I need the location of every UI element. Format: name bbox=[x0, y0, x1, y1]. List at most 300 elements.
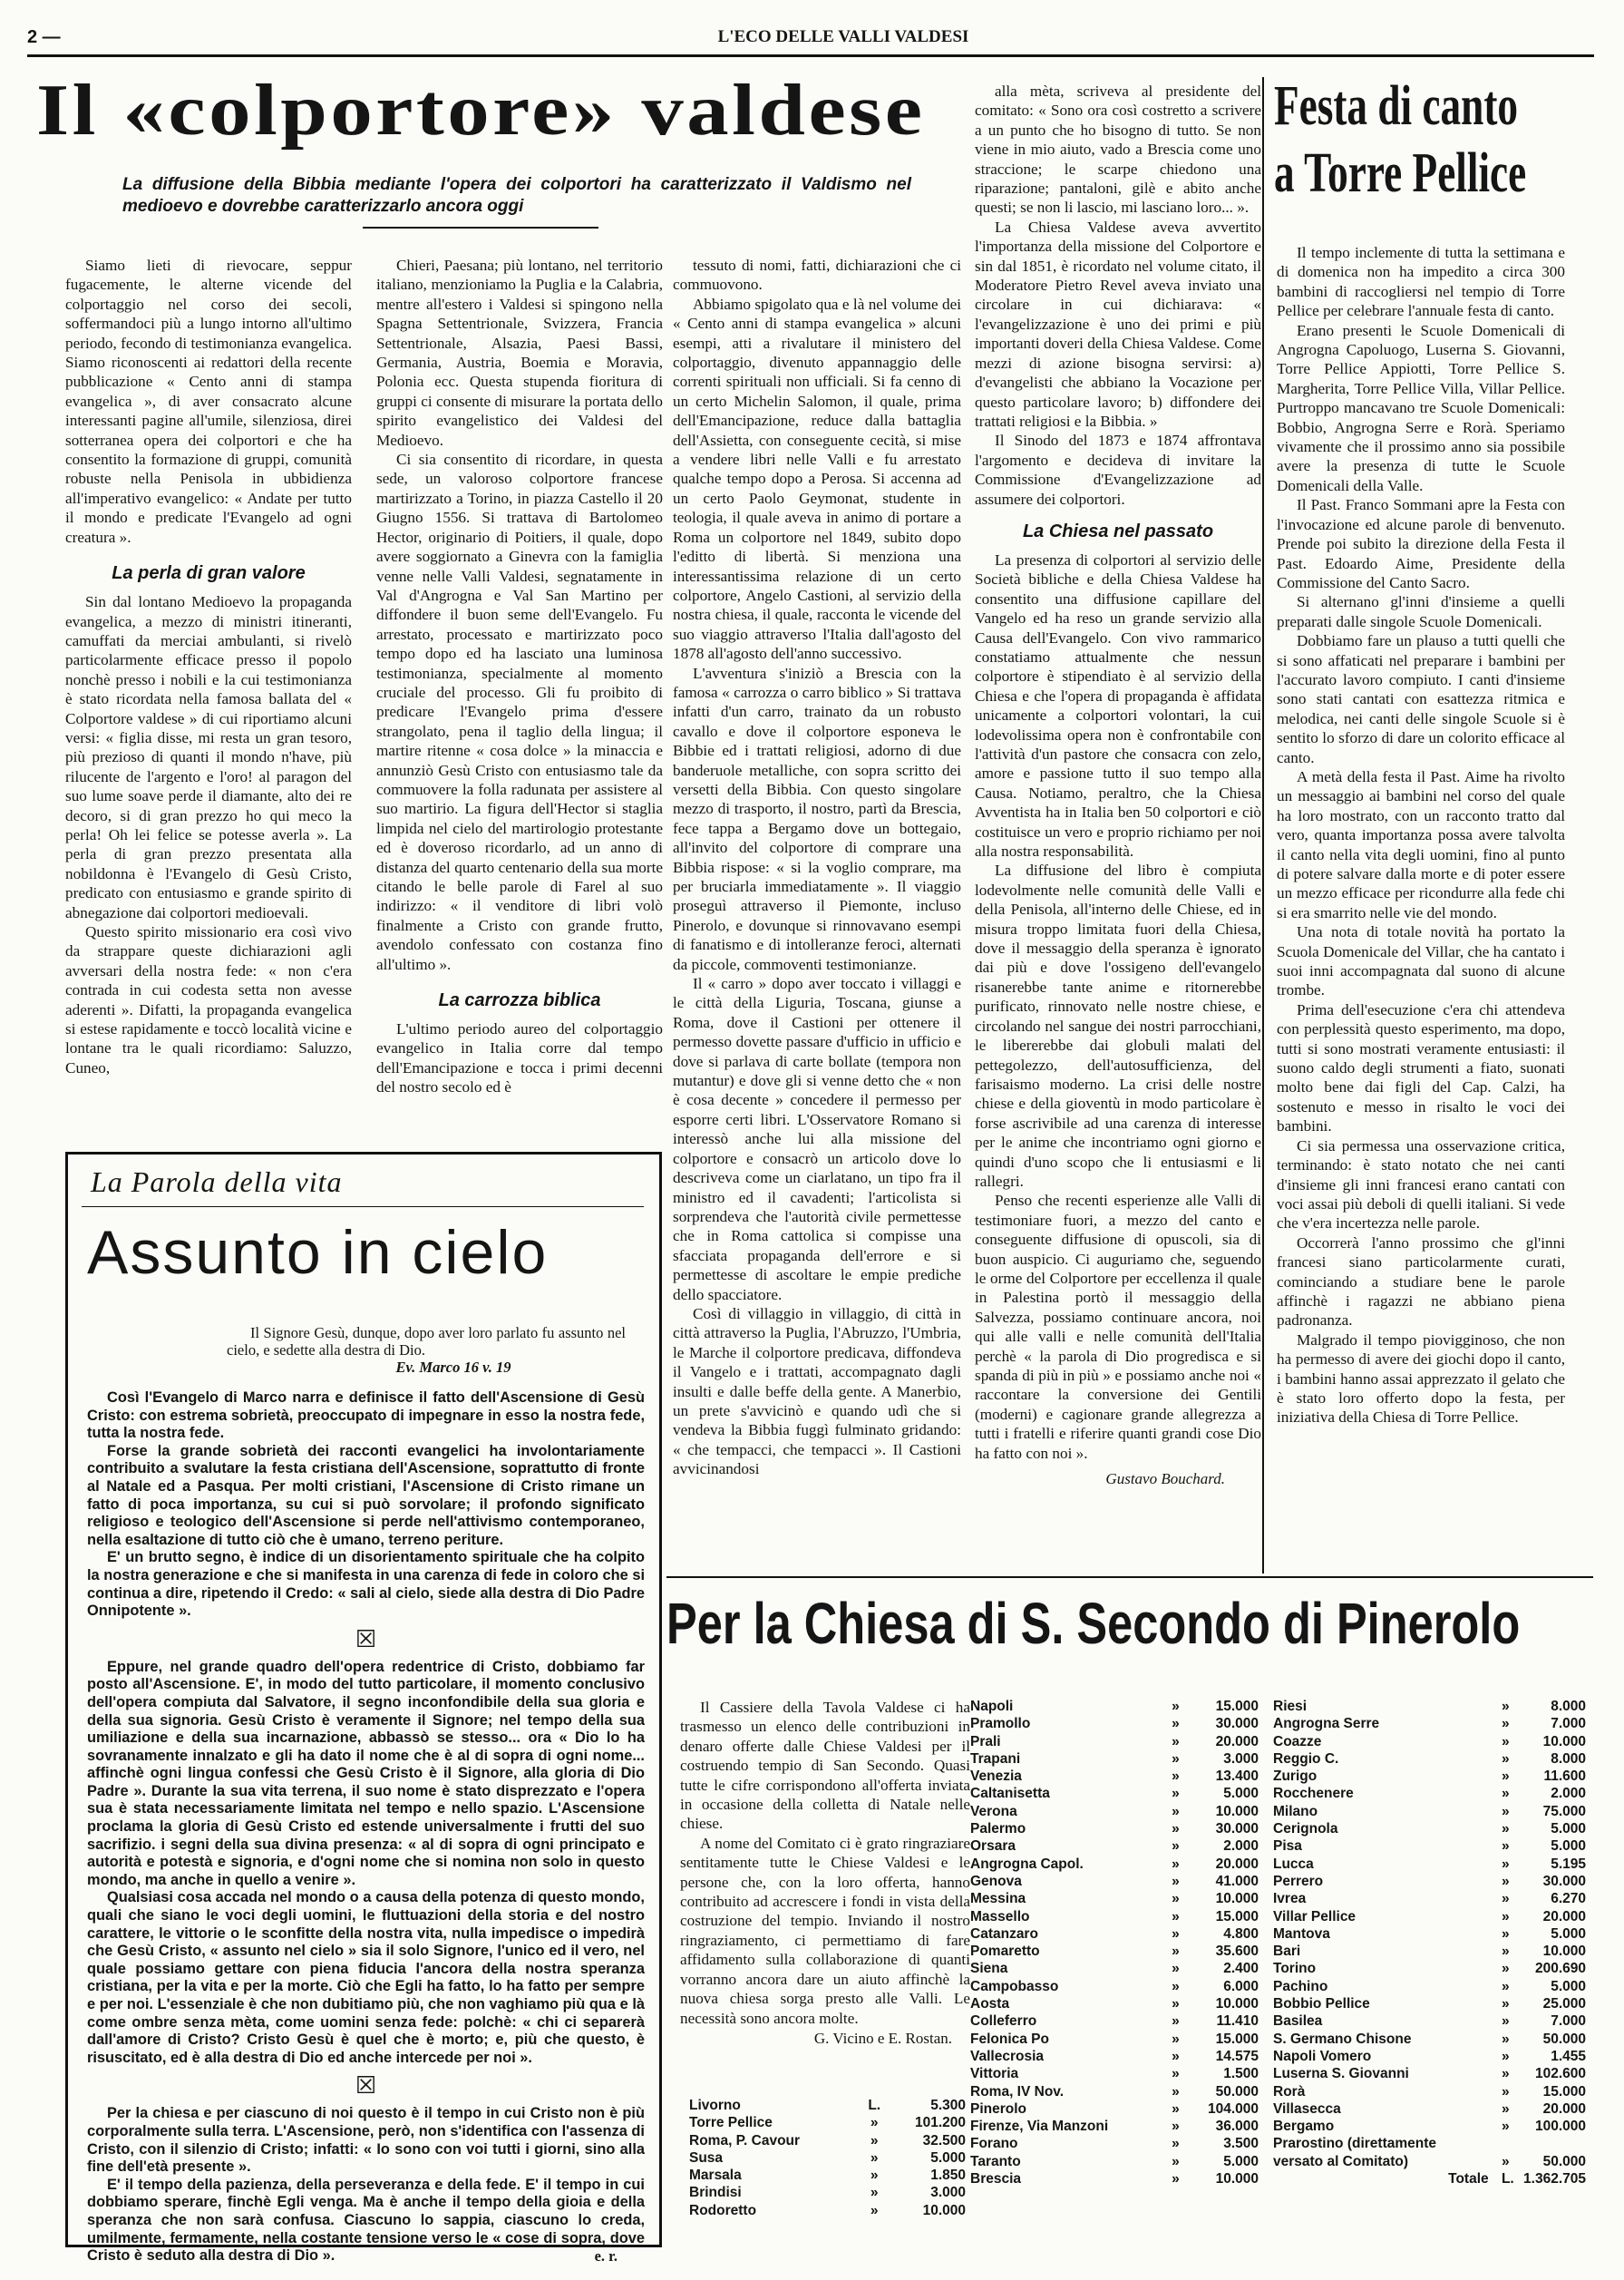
donation-row bbox=[1273, 1750, 1586, 1768]
donation-row bbox=[970, 1733, 1259, 1750]
article-paragraph: La Chiesa Valdese aveva avvertito l'importanza della missione del Colportore e sin dal 1851, è ricordato nel volume citato, il Moderatore Pietro Revel aveva inviato una circolare in cui dichiarava: « l'evangelizzazione è uno dei primi e più importanti doveri della Chiesa Valdese. Come mezzi di azione bisogna servirsi: a) d'evangelisti che abbiano la Vocazione per questo particolare lavoro; b) diffondere dei trattati religiosi e la Bibbia. » bbox=[975, 218, 1261, 430]
donation-mark: » bbox=[870, 2132, 879, 2148]
article-paragraph: Siamo lieti di rievocare, seppur fugacemente, le alterne vicende del colportaggio nel corso dei secoli, soffermandoci più a lungo intorno all'ultimo periodo, fecondo di testimonianza evangelica. Siamo riconoscenti ai redattori della recente pubblicazione « Cento anni di stampa evangelica », di aver consacrato alcune interessanti pagine all'umile, silenziosa, direi sotterranea opera dei colportori e che ha consentito la formazione di gruppi, comunità robuste nella Penisola in ubbidienza all'imperativo evangelico: « Andate per tutto il mondo e predicate l'Evangelo ad ogni creatura ». bbox=[65, 257, 352, 546]
donation-name: Cerignola bbox=[1273, 1821, 1338, 1837]
donation-row bbox=[970, 2048, 1259, 2065]
article-paragraph: L'avventura s'iniziò a Brescia con la famosa « carrozza o carro biblico » Si trattava infatti d'un carro, trainato da un robusto cavallo e dove il colportore esponeva le Bibbie ed i trattati religiosi, adorno di due banderuole metalliche, con sopra scritto dei versetti della Bibbia. Con questo singolare mezzo di trasporto, il nostro, partì da Brescia, fece tappa a Bergamo dove un bottegaio, all'invito del colportore di comprare una Bibbia rispose: « si la voglio comprare, ma per bruciarla immediatamente ». Il viaggio proseguì attraverso il Piemonte, incluso Pinerolo, e dovunque si rinnovavano esempi di fanatismo e di intolleranze feroci, alternati da piccole, commoventi testimonianze. bbox=[673, 664, 961, 973]
donation-amount: 7.000 bbox=[1551, 2013, 1586, 2030]
donation-amount: 10.000 bbox=[1542, 1944, 1586, 1960]
donation-row bbox=[689, 2149, 966, 2167]
parola-kicker: La Parola della vita bbox=[91, 1165, 343, 1198]
parola-paragraph: Forse la grande sobrietà dei racconti evangelici ha involontariamente contribuito a svalutare la festa cristiana dell'Ascensione, soprattutto di fronte al Natale ed a Pasqua. Per molti cristiani, l'Ascensione di Cristo rimane un fatto di poca importanza, su cui si può sorvolare; il profondo significato religioso e teologico dell'Ascensione si perde nell'attivismo contemporaneo, nella esaltazione di tutto ciò che è umano, terreno periture. bbox=[87, 1442, 645, 1548]
article-paragraph: Penso che recenti esperienze alle Valli di testimoniare fuori, a mezzo del canto e conseguente diffusione di opuscoli, sia di buon auspicio. Ci auguriamo che, seguendo le orme del Colportore per eccellenza il quale in Palestina portò il messaggio della Salvezza, possiamo continuare ancora, noi qui alle valli e nelle comunità dell'Italia perchè « la parola di Dio progredisca e si spanda di più in più » e possiamo anche noi « raccontare la conversione dei Gentili (moderni) e cagionare grande allegrezza a tutti i fratelli e riferire quanti grandi cose Dio ha fatto con noi ». bbox=[975, 1192, 1261, 1462]
donation-amount: 1.455 bbox=[1551, 2048, 1586, 2064]
article-paragraph: Ci sia consentito di ricordare, in questa sede, un valoroso colportore francese martirizzato a Torino, in piazza Castello il 20 Giugno 1556. Si trattava di Bartolomeo Hector, originario di Poitiers, il quale, dopo avere soggiornato a Ginevra con la famiglia venne nelle Valli Valdesi, segnatamente in Val d'Angrogna e Val San Martino per diffondere il buon seme dell'Evangelo. Fu arrestato, processato e martirizzato poco tempo dopo ed ha lasciato una luminosa testimonianza, specialmente al momento cruciale del processo. Gli fu proibito di predicare l'Evangelo prima d'essere strangolato, pena il taglio della lingua; il martire ritenne « cosa dolce » la minaccia e annunziò Gesù Cristo con entusiasmo tale da commuovere la folla radunata per assistere al suo martirio. La figura dell'Hector si staglia limpida nel cielo del martirologio protestante ed è doveroso ricordarlo, ad un anno di distanza del quarto centenario della sua morte citando le belle parole di Farel al suo indirizzo: « il venditore di libri volò finalmente a Cristo con grande frutto, avendolo confessato con costanza fino all'ultimo ». bbox=[376, 451, 663, 973]
donation-amount: 25.000 bbox=[1542, 1996, 1586, 2012]
donation-mark: » bbox=[1501, 1821, 1510, 1837]
donation-amount: 2.400 bbox=[1223, 1961, 1259, 1977]
donation-amount: 1.500 bbox=[1223, 2066, 1259, 2082]
donation-row bbox=[970, 1960, 1259, 1977]
donation-name: Pinerolo bbox=[970, 2100, 1027, 2117]
donation-row bbox=[1273, 1785, 1586, 1802]
donation-amount: 36.000 bbox=[1215, 2119, 1259, 2135]
donations-col-2 bbox=[970, 1698, 1259, 2187]
donation-row bbox=[970, 2012, 1259, 2030]
donation-amount: 8.000 bbox=[1551, 1699, 1586, 1714]
donation-amount: 6.000 bbox=[1223, 1978, 1259, 1994]
festa-paragraph: Dobbiamo fare un plauso a tutti quelli che si sono affaticati nel preparare i bambini per l'accurato lavoro compiuto. I canti d'insieme sono stati cantati con esattezza ritmica e melodica, nei canti delle singole Scuole si è sentito lo sforzo di dare un colorito efficace al canto. bbox=[1277, 632, 1565, 766]
donation-mark: » bbox=[870, 2202, 879, 2218]
donation-amount: 15.000 bbox=[1542, 2083, 1586, 2100]
donation-name: Colleferro bbox=[970, 2013, 1037, 2030]
main-article-title: Il «colportore» valdese bbox=[36, 71, 926, 151]
donation-name: Luserna S. Giovanni bbox=[1273, 2066, 1409, 2082]
donation-mark: » bbox=[1501, 1961, 1510, 1977]
donation-row bbox=[1273, 2031, 1586, 2048]
donation-mark: » bbox=[1172, 1786, 1180, 1802]
subhead-carrozza: La carrozza biblica bbox=[438, 990, 601, 1011]
donation-name: Susa bbox=[689, 2149, 724, 2166]
donation-row bbox=[1273, 1978, 1586, 1995]
donation-amount: 6.270 bbox=[1551, 1891, 1586, 1907]
donation-amount: 2.000 bbox=[1223, 1838, 1259, 1855]
donation-name: Aosta bbox=[970, 1996, 1010, 2012]
main-article-subtitle: La diffusione della Bibbia mediante l'opera dei colportori ha caratterizzato il Valdismo nel medioevo e dovrebbe caratterizzarlo ancora oggi bbox=[122, 175, 911, 216]
donation-amount: 75.000 bbox=[1542, 1803, 1586, 1819]
festa-paragraph: Occorrerà l'anno prossimo che gl'inni francesi siano particolarmente curati, cominciando a studiare bene le parole affinchè i ragazzi ne abbiano piena padronanza. bbox=[1277, 1233, 1565, 1330]
donation-row bbox=[1273, 1995, 1586, 2012]
festa-vertical-rule bbox=[1262, 77, 1264, 1574]
article-paragraph: Sin dal lontano Medioevo la propaganda evangelica, a mezzo di ministri itineranti, camuffati da merciai ambulanti, si rivelò particolarmente efficace presso il popolo nonchè presso i nobili e la cui testimonianza è stato ricordata nella famosa ballata del « Colportore valdese » di cui riportiamo alcuni versi: « figlia disse, mi resta un gran tesoro, più prezioso di quanti il mondo n'have, più rilucente de l'argento e l'oro! al paragon del suo lume soave perde il diamante, alto dei re decoro, si di gran prezzo ho qui meco la perla! Oh lei felice se potesse averla ». La perla di gran prezzo presentata alla nobildonna è l'Evangelo di Gesù Cristo, predicato con entusiasmo e grande spirito di abnegazione dai colportori medioevali. bbox=[65, 593, 352, 921]
donation-mark: » bbox=[1172, 1996, 1180, 2012]
festa-paragraph: Malgrado il tempo piovigginoso, che non ha permesso di avere dei giochi dopo il canto, i bambini hanno assai apprezzato il gelato che è stato loro offerto dopo la festa, per iniziativa della Chiesa di Torre Pellice. bbox=[1277, 1330, 1565, 1427]
donation-name: Reggio C. bbox=[1273, 1750, 1339, 1767]
main-col-1 bbox=[65, 256, 352, 1163]
donation-amount: 3.000 bbox=[930, 2185, 966, 2201]
donation-amount: 5.000 bbox=[930, 2149, 966, 2166]
donation-mark: » bbox=[1501, 1786, 1510, 1802]
donation-mark: » bbox=[1172, 1978, 1180, 1994]
donation-name: Bobbio Pellice bbox=[1273, 1996, 1370, 2012]
donation-row bbox=[970, 1978, 1259, 1995]
donation-amount: 30.000 bbox=[1542, 1873, 1586, 1889]
donation-amount: 5.000 bbox=[1551, 1838, 1586, 1855]
donation-row bbox=[1273, 1698, 1586, 1715]
donation-mark: » bbox=[1172, 1873, 1180, 1889]
donation-name: Perrero bbox=[1273, 1873, 1324, 1889]
donation-row bbox=[1273, 2048, 1586, 2065]
donation-row bbox=[970, 1715, 1259, 1732]
donation-name: Milano bbox=[1273, 1803, 1318, 1819]
donation-mark: » bbox=[1172, 1838, 1180, 1855]
donation-amount: 10.000 bbox=[1215, 1803, 1259, 1819]
donation-amount: 10.000 bbox=[922, 2202, 966, 2218]
donation-mark: » bbox=[1501, 1699, 1510, 1714]
donation-amount: 32.500 bbox=[922, 2132, 966, 2148]
donation-amount: 35.600 bbox=[1215, 1944, 1259, 1960]
page-number: 2 — bbox=[27, 27, 61, 47]
donation-amount: 8.000 bbox=[1551, 1750, 1586, 1767]
donation-name: Roma, P. Cavour bbox=[689, 2132, 801, 2148]
donation-name: Palermo bbox=[970, 1821, 1026, 1837]
donation-amount: 20.000 bbox=[1542, 2100, 1586, 2117]
donation-amount: 50.000 bbox=[1542, 2153, 1586, 2169]
donation-row bbox=[689, 2132, 966, 2149]
donation-name: Riesi bbox=[1273, 1699, 1308, 1714]
donation-row bbox=[970, 1908, 1259, 1925]
donation-row bbox=[970, 1943, 1259, 1960]
donation-mark: » bbox=[1172, 1908, 1180, 1924]
donation-row bbox=[970, 2083, 1259, 2100]
donation-name: Brescia bbox=[970, 2171, 1022, 2187]
donation-name: Bergamo bbox=[1273, 2119, 1335, 2135]
donation-mark: » bbox=[870, 2149, 879, 2166]
donation-name: Caltanisetta bbox=[970, 1786, 1050, 1802]
donation-amount: 5.000 bbox=[1551, 1925, 1586, 1942]
main-col-4 bbox=[975, 82, 1261, 1569]
donation-row bbox=[1273, 1943, 1586, 1960]
donation-mark: » bbox=[870, 2168, 879, 2184]
festa-paragraph: Il tempo inclemente di tutta la settimana e di domenica non ha impedito a circa 300 bambini di raccogliersi nel tempio di Torre Pellice per celebrare l'annuale festa di canto. bbox=[1277, 244, 1565, 320]
festa-paragraph: Prima dell'esecuzione c'era chi attendeva con perplessità questo esperimento, ma dopo, tutti si sono mostrati veramente entusiasti: il suono caldo degli strumenti a fiato, suonati molto bene dai figli del Cap. Calzi, ha sostenuto e messo in risalto le voci dei bambini. bbox=[1277, 1000, 1565, 1135]
donation-amount: 102.600 bbox=[1534, 2066, 1586, 2082]
donation-name: Genova bbox=[970, 1873, 1022, 1889]
donation-amount: 104.000 bbox=[1207, 2100, 1259, 2117]
parola-signature: e. r. bbox=[594, 2246, 618, 2265]
donation-row bbox=[689, 2097, 966, 2114]
donation-mark: » bbox=[1501, 1803, 1510, 1819]
donation-row bbox=[1273, 1925, 1586, 1943]
donation-mark: » bbox=[1172, 2013, 1180, 2030]
donation-name: Zurigo bbox=[1273, 1768, 1318, 1785]
festa-paragraph: A metà della festa il Past. Aime ha rivolto un messaggio ai bambini nel corso del quale ha loro mostrato, con un racconto tratto dal vero, quanta importanza possa avere talvolta il canto nella vita degli uomini, fino al punto di potere salvare dalla morte e di poter essere un mezzo efficace per ricondurre alla fede chi si era smarrito nelle vie del mondo. bbox=[1277, 767, 1565, 921]
donation-mark: » bbox=[1172, 1856, 1180, 1872]
donation-row bbox=[970, 2153, 1259, 2170]
donation-mark: » bbox=[1501, 1944, 1510, 1960]
cross-ornament-icon: ☒ bbox=[355, 2072, 377, 2100]
donation-name: Prarostino (direttamente bbox=[1273, 2136, 1437, 2152]
article-paragraph: L'ultimo periodo aureo del colportaggio evangelico in Italia corre dal tempo dell'Emancipazione e tocca i primi decenni del nostro secolo ed è bbox=[376, 1020, 663, 1096]
donation-name: S. Germano Chisone bbox=[1273, 2031, 1412, 2047]
donation-name: Mantova bbox=[1273, 1925, 1330, 1942]
donation-name: Trapani bbox=[970, 1750, 1021, 1767]
festa-paragraph: Una nota di totale novità ha portato la Scuola Domenicale del Villar, che ha cantato i suoi inni accompagnata dal suono di alcune trombe. bbox=[1277, 923, 1565, 999]
donation-mark: » bbox=[1501, 1925, 1510, 1942]
donation-amount: 10.000 bbox=[1215, 2171, 1259, 2187]
article-paragraph: Il « carro » dopo aver toccato i villaggi e le città della Liguria, Toscana, giunse a Roma, dove il Castioni per ottenere il permesso dovette passare d'ufficio in ufficio e dove si parlava di carte bollate (tempora non mutantur) e dove gli si venne detto che « non è cosa decente » concedere il permesso per esporre certi libri. L'Osservatore Romano si interessò anche lui alla missione del colportore e consacrò un articolo dove lo descriveva come un ciarlatano, un tipo fra il ministro ed il cavadenti; l'articolista si sorprendeva che l'autorità civile permettesse che in Roma cattolica si compisse una sfacciata propaganda dell'errore e si permettesse di ascoltare le empie prediche dello spacciatore. bbox=[673, 975, 961, 1303]
donation-amount: 200.690 bbox=[1534, 1961, 1586, 1977]
donations-col-3 bbox=[1273, 1698, 1586, 2188]
donation-name: Lucca bbox=[1273, 1856, 1314, 1872]
donation-row bbox=[689, 2184, 966, 2201]
donation-name: Massello bbox=[970, 1908, 1030, 1924]
donation-mark: » bbox=[1172, 1716, 1180, 1732]
donation-amount: 5.000 bbox=[1551, 1821, 1586, 1837]
donation-amount: 5.000 bbox=[1223, 2153, 1259, 2169]
donation-name: Marsala bbox=[689, 2168, 742, 2184]
donation-row bbox=[1273, 1873, 1586, 1890]
donation-row bbox=[1273, 1960, 1586, 1977]
donation-row bbox=[970, 2135, 1259, 2152]
donation-amount: 101.200 bbox=[914, 2115, 966, 2131]
donation-name: Taranto bbox=[970, 2153, 1021, 2169]
secondo-paragraph: A nome del Comitato ci è grato ringraziare sentitamente tutte le Chiese Valdesi e le persone che, con la loro offerta, hanno contribuito ad accrescere i fondi in vista della costruzione del tempio. Inviando il nostro ringraziamento, ci permettiamo di fare affidamento sulla collaborazione di quanti vorranno ancora dare un aiuto affinchè la nuova chiesa sorga presto alle Valli. Le necessità sono ancora molte. bbox=[680, 1834, 970, 2027]
donation-amount: 10.000 bbox=[1215, 1891, 1259, 1907]
donation-mark: » bbox=[1172, 2119, 1180, 2135]
donation-mark: » bbox=[1172, 1925, 1180, 1942]
parola-paragraph: Qualsiasi cosa accada nel mondo o a causa della potenza di questo mondo, quali che siano le voci degli uomini, le fluttuazioni della storia e del nostro carattere, le vittorie o le sconfitte della nostra vita, nulla impedisce o impedirà che Gesù Cristo, « assunto nel cielo » sia il solo Signore, l'unico ed il vero, nel quale possiamo gettare con piena fiducia l'ancora della nostra speranza cristiana, per la vita e per la morte. Ciò che Egli ha fatto, lo ha fatto per sempre e per noi. L'essenziale è che non dubitiamo più, che non vaghiamo più qua e là come ombre senza mèta, come uomini senza fede: polchè: « chi ci separerà dall'amore di Cristo? Cristo Gesù è quel che è morto; e, più che questo, è risuscitato, ed è alla destra di Dio ed anche intercede per noi ». bbox=[87, 1889, 645, 2066]
donation-amount: 50.000 bbox=[1215, 2083, 1259, 2100]
donation-row bbox=[970, 1890, 1259, 1907]
donation-mark: » bbox=[1501, 2119, 1510, 2135]
donation-amount: 5.000 bbox=[1551, 1978, 1586, 1994]
donation-mark: » bbox=[1501, 2153, 1510, 2169]
donation-row bbox=[1273, 1908, 1586, 1925]
donation-mark: » bbox=[1501, 1891, 1510, 1907]
parola-paragraph: Eppure, nel grande quadro dell'opera redentrice di Cristo, dobbiamo far posto all'Ascensione. E', in modo del tutto particolare, il momento conclusivo dell'opera compiuta dal Salvatore, il segno inconfondibile della sua gloria e della sua signoria. Gesù Cristo è veramente il Signore; nel tempo della sua umiliazione e della sua incarnazione, abbassò se stesso... ora « Dio lo ha sovranamente innalzato e gli ha dato il nome che è al di sopra di ogni nome... affinchè ogni lingua confessi che Gesù Cristo è il Signore, alla gloria di Dio Padre ». Durante la sua vita terrena, il suo nome è stato disprezzato e l'opera sua è stata necessariamente limitata nel tempo e nello spazio. L'Ascensione proclama la gloria di Gesù Cristo ed estende universalmente i frutti del suo sacrifizio. i segni della sua divina presenza: « al di sopra di ogni principato e autorità e potestà e signoria, e d'ogni nome che si nomina non solo in questo mondo, ma anche in quello a venire ». bbox=[87, 1658, 645, 1888]
donation-name: Rocchenere bbox=[1273, 1786, 1354, 1802]
donation-name: Pachino bbox=[1273, 1978, 1328, 1994]
donation-row bbox=[970, 2170, 1259, 2187]
donation-mark: » bbox=[1172, 1803, 1180, 1819]
article-paragraph: Così di villaggio in villaggio, di città in città attraverso la Puglia, l'Abruzzo, l'Umbria, le Marche il colportore predicava, diffondeva il Vangelo e i trattati, accompagnato dagli insulti e dalle beffe della gente. A Manerbio, un prete s'avvicinò e quando udì che si vendeva la Bibbia fuggì fulminato gridando: « che tempacci, che tempacci ». Il Castioni avvicinandosi bbox=[673, 1304, 961, 1478]
article-paragraph: tessuto di nomi, fatti, dichiarazioni che ci commuovono. bbox=[673, 257, 961, 294]
donation-amount: 10.000 bbox=[1542, 1733, 1586, 1749]
donation-name: Campobasso bbox=[970, 1978, 1059, 1994]
article-paragraph: alla mèta, scriveva al presidente del comitato: « Sono ora così costretto a scrivere a un punto che ho bisogno di tutto. Se non viene in mio aiuto, vado a Brescia come uno straccione; le scarpe chiedono una riparazione; pantaloni, gilè e abito anche questi; se non li lascio, mi lasciano loro... ». bbox=[975, 83, 1261, 217]
donation-row bbox=[970, 1698, 1259, 1715]
donation-mark: » bbox=[1501, 1768, 1510, 1785]
donation-name: Venezia bbox=[970, 1768, 1022, 1785]
subhead-chiesa: La Chiesa nel passato bbox=[1022, 521, 1214, 541]
donation-mark: » bbox=[1501, 1750, 1510, 1767]
donation-amount: 15.000 bbox=[1215, 1699, 1259, 1714]
donation-row bbox=[1273, 1715, 1586, 1732]
donation-mark: » bbox=[1501, 1838, 1510, 1855]
donation-name: Rorà bbox=[1273, 2083, 1306, 2100]
donation-mark: » bbox=[1172, 2048, 1180, 2064]
parola-paragraph: Così l'Evangelo di Marco narra e definisce il fatto dell'Ascensione di Gesù Cristo: con estrema sobrietà, preoccupato di impegnare in esso la nostra fede, tutta la nostra fede. bbox=[87, 1389, 645, 1442]
festa-title: Festa di canto a Torre Pellice bbox=[1274, 75, 1527, 204]
donation-name: Prali bbox=[970, 1733, 1001, 1749]
donation-mark: » bbox=[1501, 1716, 1510, 1732]
donation-amount: 20.000 bbox=[1215, 1856, 1259, 1872]
parola-paragraph: E' il tempo della pazienza, della perseveranza e della fede. E' il tempo in cui dobbiamo sperare, finchè Egli venga. Ma è anche il tempo della gioia e della speranza che non sarà confusa. Ciascuno lo sappia, ciascuno lo creda, umilmente, fermamente, nella costante tensione verso le « cose di sopra, dove Cristo è seduto alla destra di Dio ». bbox=[87, 2176, 645, 2265]
donation-row bbox=[970, 1837, 1259, 1855]
donation-amount: 11.410 bbox=[1216, 2013, 1259, 2030]
donation-mark: » bbox=[1501, 1996, 1510, 2012]
donation-name: Rodoretto bbox=[689, 2202, 757, 2218]
donation-amount: 20.000 bbox=[1215, 1733, 1259, 1749]
donation-mark bbox=[1493, 2135, 1517, 2152]
donation-mark: » bbox=[1172, 1961, 1180, 1977]
festa-paragraph: Erano presenti le Scuole Domenicali di Angrogna Capoluogo, Luserna S. Giovanni, Torre Pellice Appiotti, Torre Pellice S. Margherita, Torre Pellice Villa, Villar Pellice. Purtroppo mancavano tre Scuole Domenicali: Bobbio, Angrogna Serre e Rorà. Speriamo vivamente che il prossimo anno sia possibile avere la presenza di tutte le Scuole Domenicali della Valle. bbox=[1277, 321, 1565, 494]
donations-total: Totale L. 1.362.705 bbox=[1448, 2171, 1586, 2187]
donation-row bbox=[1273, 1890, 1586, 1907]
donation-row bbox=[1273, 2135, 1586, 2152]
donation-amount: 5.195 bbox=[1551, 1856, 1586, 1872]
secondo-title: Per la Chiesa di S. Secondo di Pinerolo bbox=[666, 1591, 1521, 1656]
donation-row bbox=[1273, 2100, 1586, 2118]
donation-mark: » bbox=[1172, 2171, 1180, 2187]
donation-mark: » bbox=[1172, 2083, 1180, 2100]
donation-amount: 3.000 bbox=[1223, 1750, 1259, 1767]
donation-name: versato al Comitato) bbox=[1273, 2153, 1409, 2169]
donation-name: Napoli bbox=[970, 1699, 1014, 1714]
donation-mark: » bbox=[1501, 2100, 1510, 2117]
secondo-top-rule bbox=[666, 1576, 1593, 1578]
donation-name: Livorno bbox=[689, 2098, 741, 2113]
article-paragraph: Questo spirito missionario era così vivo da strappare queste dichiarazioni agli avversari della nostra fede: « non c'era contrada in cui codesta setta non avesse aderenti ». Difatti, la propaganda evangelica si estese rapidamente e toccò località vicine e lontane tra le quali ricordiamo: Saluzzo, Cuneo, bbox=[65, 923, 352, 1077]
donation-amount: 4.800 bbox=[1223, 1925, 1259, 1942]
donation-row bbox=[970, 1820, 1259, 1837]
main-col-2 bbox=[376, 256, 663, 1163]
donation-name: Verona bbox=[970, 1803, 1017, 1819]
donation-amount: 15.000 bbox=[1215, 2031, 1259, 2047]
donation-name: Orsara bbox=[970, 1838, 1016, 1855]
donation-amount: 41.000 bbox=[1215, 1873, 1259, 1889]
festa-paragraph: Si alternano gl'inni d'insieme a quelli preparati dalle singole Scuole Domenicali. bbox=[1277, 593, 1565, 630]
donation-name: Vallecrosia bbox=[970, 2048, 1045, 2064]
parola-epigraph: Il Signore Gesù, dunque, dopo aver loro parlato fu assunto nel cielo, e sedette alla destra di Dio. Ev. Marco 16 v. 19 bbox=[227, 1324, 626, 1376]
donation-name: Catanzaro bbox=[970, 1925, 1038, 1942]
donation-amount: 30.000 bbox=[1215, 1821, 1259, 1837]
donation-amount bbox=[1517, 2135, 1586, 2152]
donation-amount: 5.000 bbox=[1223, 1786, 1259, 1802]
donation-amount: 10.000 bbox=[1215, 1996, 1259, 2012]
signature-bouchard: Gustavo Bouchard. bbox=[1105, 1470, 1225, 1488]
donation-row bbox=[970, 1925, 1259, 1943]
donation-mark: » bbox=[1172, 2031, 1180, 2047]
donation-name: Villasecca bbox=[1273, 2100, 1341, 2117]
article-paragraph: Abbiamo spigolato qua e là nel volume dei « Cento anni di stampa evangelica » alcuni esempi, atti a rivalutare il ministero del colportaggio, divenuto appannaggio delle correnti spirituali non ufficiali. Si fa cenno di un certo Michelin Salomon, il quale, prima dell'Emancipazione, reduce dalla battaglia dell'Assietta, con conseguente cecità, si mise a vendere libri nelle Valli e fu arrestato qualche tempo dopo a Perosa. Si accenna ad un certo Paolo Geymonat, studente in teologia, il quale aveva in animo di portare a Roma un colportore nel 1849, subito dopo l'editto di libertà. Si menziona una interessantissima relazione di un certo colportore, Angelo Castioni, al servizio della nostra chiesa, il quale, racconta le vicende del suo viaggio attraverso l'Italia dall'agosto del 1878 all'agosto dell'anno successivo. bbox=[673, 295, 961, 663]
donation-mark: » bbox=[1501, 1873, 1510, 1889]
donation-row bbox=[1273, 1803, 1586, 1820]
donation-amount: 15.000 bbox=[1215, 1908, 1259, 1924]
donation-row bbox=[1273, 2012, 1586, 2030]
donation-mark: » bbox=[1172, 1733, 1180, 1749]
festa-paragraph: Il Past. Franco Sommani apre la Festa con l'invocazione ed alcune parole di benvenuto. Prende poi subito la direzione della Festa il Past. Edoardo Aime, Presidente della Commissione del Canto Sacro. bbox=[1277, 496, 1565, 591]
donation-row bbox=[689, 2167, 966, 2184]
article-paragraph: Chieri, Paesana; più lontano, nel territorio italiano, menzioniamo la Puglia e la Calabria, mentre all'estero i Valdesi si spingono nella Spagna Settentrionale, Svizzera, Francia Settentrionale, Alsazia, Paesi Bassi, Germania, Austria, Boemia e Moravia, Polonia ecc. Questa stupenda fioritura di gruppi ci consente di misurare la portata dello spirito evangelistico dei Valdesi del Medioevo. bbox=[376, 257, 663, 449]
donation-amount: 100.000 bbox=[1534, 2119, 1586, 2135]
parola-body bbox=[87, 1389, 645, 2265]
donation-name: Coazze bbox=[1273, 1733, 1322, 1749]
parola-paragraph: E' un brutto segno, è indice di un disorientamento spirituale che ha colpito la nostra generazione e che si manifesta in una carenza di fede in coloro che si continua a dire, ripetendo il Credo: « sali al cielo, siede alla destra di Dio Padre Onnipotente ». bbox=[87, 1549, 645, 1620]
donation-name: Messina bbox=[970, 1891, 1026, 1907]
subhead-perla: La perla di gran valore bbox=[112, 563, 306, 584]
donation-amount: 11.600 bbox=[1543, 1768, 1586, 1785]
donation-name: Pomaretto bbox=[970, 1944, 1040, 1960]
donation-amount: 13.400 bbox=[1215, 1768, 1259, 1785]
donation-mark: L. bbox=[868, 2098, 881, 2113]
parola-kicker-rule bbox=[82, 1206, 644, 1207]
donation-name: Pramollo bbox=[970, 1716, 1031, 1732]
donations-col-1 bbox=[689, 2097, 966, 2219]
donation-row bbox=[970, 2118, 1259, 2135]
donation-row bbox=[970, 2065, 1259, 2082]
donation-name: Siena bbox=[970, 1961, 1008, 1977]
donation-mark: » bbox=[1501, 2066, 1510, 2082]
donation-mark: » bbox=[1501, 1978, 1510, 1994]
donation-name: Bari bbox=[1273, 1944, 1301, 1960]
article-paragraph: La diffusione del libro è compiuta lodevolmente nelle comunità delle Valli e della Penisola, all'interno delle Chiese, ed in misura troppo limitata fuori della Chiesa, dove il messaggio della speranza è ignorato dai più e dove l'ossigeno dell'evangelo risanerebbe tante anime e ritornerebbe purificato, rinnovato nelle nostre chiese, e circolando nel sangue dei nostri parrocchiani, le libererebbe dai globuli malati del pettegolezzo, dell'autosufficienza, del farisaismo moderno. La crisi delle nostre chiese e della gioventù in modo particolare è forse ascrivibile ad una carenza di interesse per le anime che incontriamo ogni giorno e quindi d'uno scopo che li entusiasmi e li rallegri. bbox=[975, 862, 1261, 1190]
donation-name: Roma, IV Nov. bbox=[970, 2083, 1065, 2100]
festa-paragraph: Ci sia permessa una osservazione critica, terminando: è stato notato che nei canti d'insieme gli inni francesi erano cantati con voci assai più deboli di quelli italiani. Si vede che v'era incertezza nelle parole. bbox=[1277, 1136, 1565, 1233]
donation-name: Brindisi bbox=[689, 2185, 742, 2201]
donation-row bbox=[970, 1785, 1259, 1802]
donation-row bbox=[1273, 1837, 1586, 1855]
donation-mark: » bbox=[1172, 1750, 1180, 1767]
donation-mark: » bbox=[1172, 1699, 1180, 1714]
donation-amount: 1.850 bbox=[930, 2168, 966, 2184]
donation-name: Ivrea bbox=[1273, 1891, 1307, 1907]
donation-name: Vittoria bbox=[970, 2066, 1019, 2082]
donation-name: Angrogna Capol. bbox=[970, 1856, 1084, 1872]
donation-row bbox=[970, 1768, 1259, 1785]
donation-amount: 2.000 bbox=[1551, 1786, 1586, 1802]
donation-amount: 3.500 bbox=[1223, 2136, 1259, 2152]
donation-amount: 20.000 bbox=[1542, 1908, 1586, 1924]
donation-mark: » bbox=[1172, 1944, 1180, 1960]
donation-name: Villar Pellice bbox=[1273, 1908, 1357, 1924]
donation-mark: » bbox=[1501, 2083, 1510, 2100]
donation-row bbox=[970, 2031, 1259, 2048]
donation-row bbox=[689, 2202, 966, 2219]
parola-paragraph: Per la chiesa e per ciascuno di noi questo è il tempo in cui Cristo non è più corporalmente sulla terra. L'Ascensione, però, non s'identifica con l'assenza di Cristo, con il silenzio di Cristo; infatti: « Io sono con voi tutti i giorni, sino alla fine dell'età presente ». bbox=[87, 2105, 645, 2176]
donation-amount: 5.300 bbox=[930, 2098, 966, 2113]
secondo-signers: G. Vicino e E. Rostan. bbox=[813, 2029, 952, 2047]
donation-row bbox=[970, 1803, 1259, 1820]
donation-name: Basilea bbox=[1273, 2013, 1323, 2030]
donation-row bbox=[1273, 2065, 1586, 2082]
donation-mark: » bbox=[1501, 1908, 1510, 1924]
donation-row bbox=[1273, 2153, 1586, 2170]
donation-mark: » bbox=[1172, 1768, 1180, 1785]
donation-name: Napoli Vomero bbox=[1273, 2048, 1372, 2064]
newspaper-title: L'ECO DELLE VALLI VALDESI bbox=[717, 27, 969, 46]
donation-name: Forano bbox=[970, 2136, 1018, 2152]
parola-title: Assunto in cielo bbox=[87, 1218, 549, 1287]
donation-row bbox=[689, 2114, 966, 2131]
donation-amount: 50.000 bbox=[1542, 2031, 1586, 2047]
donation-row bbox=[970, 1995, 1259, 2012]
donation-mark: » bbox=[1172, 1891, 1180, 1907]
main-col-3 bbox=[673, 256, 961, 1548]
article-paragraph: Il Sinodo del 1873 e 1874 affrontava l'argomento e decideva di invitare la Commissione d'Evangelizzazione ad assumere dei colportori. bbox=[975, 432, 1261, 508]
donation-mark: » bbox=[870, 2185, 879, 2201]
donation-name: Firenze, Via Manzoni bbox=[970, 2119, 1109, 2135]
donation-mark: » bbox=[1501, 2048, 1510, 2064]
subtitle-rule bbox=[363, 227, 598, 229]
donation-mark: » bbox=[1172, 2153, 1180, 2169]
secondo-paragraph: Il Cassiere della Tavola Valdese ci ha trasmesso un elenco delle contribuzioni in denaro offerte dalle Chiese Valdesi per il costruendo tempio di San Secondo. Quasi tutte le cifre corrispondono all'offerta inviata in occasione della colletta di Natale nelle chiese. bbox=[680, 1699, 970, 1833]
donation-row bbox=[1273, 1733, 1586, 1750]
donation-mark: » bbox=[1172, 2066, 1180, 2082]
donation-mark: » bbox=[870, 2115, 879, 2131]
donation-row bbox=[970, 1856, 1259, 1873]
donation-name: Torre Pellice bbox=[689, 2115, 773, 2131]
donation-name: Angrogna Serre bbox=[1273, 1716, 1380, 1732]
header-rule bbox=[27, 54, 1594, 57]
donation-name: Pisa bbox=[1273, 1838, 1302, 1855]
donation-row bbox=[1273, 1768, 1586, 1785]
donation-row bbox=[970, 1873, 1259, 1890]
donation-amount: 14.575 bbox=[1215, 2048, 1259, 2064]
donation-mark: » bbox=[1501, 2031, 1510, 2047]
donation-amount: 7.000 bbox=[1551, 1716, 1586, 1732]
donation-mark: » bbox=[1172, 2136, 1180, 2152]
